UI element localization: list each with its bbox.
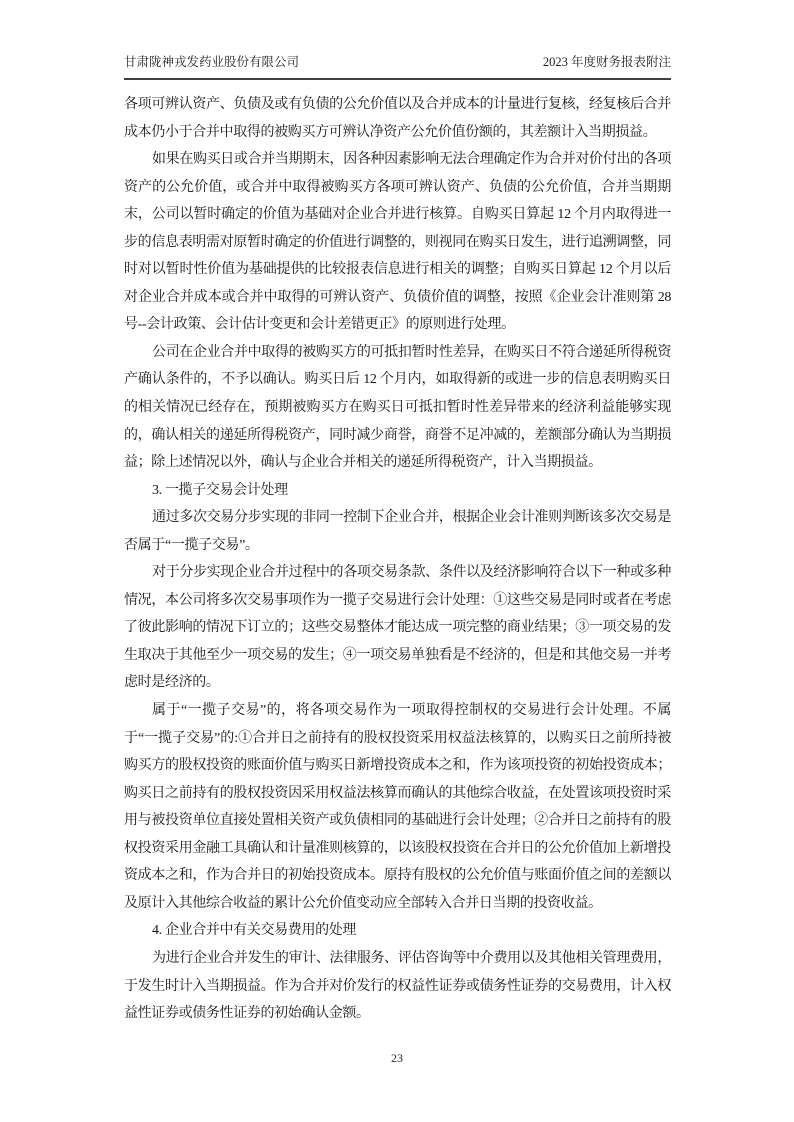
body-paragraph: 如果在购买日或合并当期期末，因各种因素影响无法合理确定作为合并对价付出的各项资产的公允价值，或合并中取得被购买方各项可辨认资产、负债的公允价值，合并当期期末，公司以暂时确定的价值为基础对企业合并进行核算。自购买日算起 12 个月内取得进一步的信息表明需对原暂时确定的价值进行调整的，则视同在购买日发生，进行追溯调整，同时对以暂时性价值为基础提供的比较报表信息进行相关的调整；自购买日算起 12 个月以后对企业合并成本或合并中取得的可辨认资产、负债价值的调整，按照《企业会计准则第 28 号--会计政策、会计估计变更和会计差错更正》的原则进行处理。 [124, 152, 671, 333]
body-section-heading: 4. 企业合并中有关交易费用的处理 [152, 923, 357, 939]
header-document-title: 2023 年度财务报表附注 [542, 55, 671, 69]
document-body [124, 91, 671, 1028]
header-company-name: 甘肃陇神戎发药业股份有限公司 [124, 55, 300, 69]
body-paragraph: 为进行企业合并发生的审计、法律服务、评估咨询等中介费用以及其他相关管理费用，于发生时计入当期损益。作为合并对价发行的权益性证券或债务性证券的交易费用，计入权益性证券或债务性证券的初始确认金额。 [124, 950, 671, 1022]
page-header [124, 52, 671, 80]
page-number: 23 [391, 1051, 403, 1065]
body-paragraph: 各项可辨认资产、负债及或有负债的公允价值以及合并成本的计量进行复核，经复核后合并成本仍小于合并中取得的被购买方可辨认净资产公允价值份额的，其差额计入当期损益。 [124, 97, 671, 140]
body-paragraph: 属于“一揽子交易”的，将各项交易作为一项取得控制权的交易进行会计处理。不属于“一揽子交易”的:①合并日之前持有的股权投资采用权益法核算的，以购买日之前所持被购买方的股权投资的账面价值与购买日新增投资成本之和，作为该项投资的初始投资成本；购买日之前持有的股权投资因采用权益法核算而确认的其他综合收益，在处置该项投资时采用与被投资单位直接处置相关资产或负债相同的基础进行会计处理；②合并日之前持有的股权投资采用金融工具确认和计量准则核算的，以该股权投资在合并日的公允价值加上新增投资成本之和，作为合并日的初始投资成本。原持有股权的公允价值与账面价值之间的差额以及原计入其他综合收益的累计公允价值变动应全部转入合并日当期的投资收益。 [124, 703, 671, 911]
body-paragraph: 对于分步实现企业合并过程中的各项交易条款、条件以及经济影响符合以下一种或多种情况，本公司将多次交易事项作为一揽子交易进行会计处理：①这些交易是同时或者在考虑了彼此影响的情况下订立的；这些交易整体才能达成一项完整的商业结果；③一项交易的发生取决于其他至少一项交易的发生；④一项交易单独看是不经济的，但是和其他交易一并考虑时是经济的。 [124, 565, 671, 691]
body-paragraph: 公司在企业合并中取得的被购买方的可抵扣暂时性差异，在购买日不符合递延所得税资产确认条件的，不予以确认。购买日后 12 个月内，如取得新的或进一步的信息表明购买日的相关情况已经存在，预期被购买方在购买日可抵扣暂时性差异带来的经济利益能够实现的，确认相关的递延所得税资产，同时减少商誉，商誉不足冲减的，差额部分确认为当期损益；除上述情况以外，确认与企业合并相关的递延所得税资产，计入当期损益。 [124, 344, 671, 471]
body-section-heading: 3. 一揽子交易会计处理 [152, 482, 288, 498]
body-paragraph: 通过多次交易分步实现的非同一控制下企业合并，根据企业会计准则判断该多次交易是否属于“一揽子交易”。 [124, 510, 671, 553]
